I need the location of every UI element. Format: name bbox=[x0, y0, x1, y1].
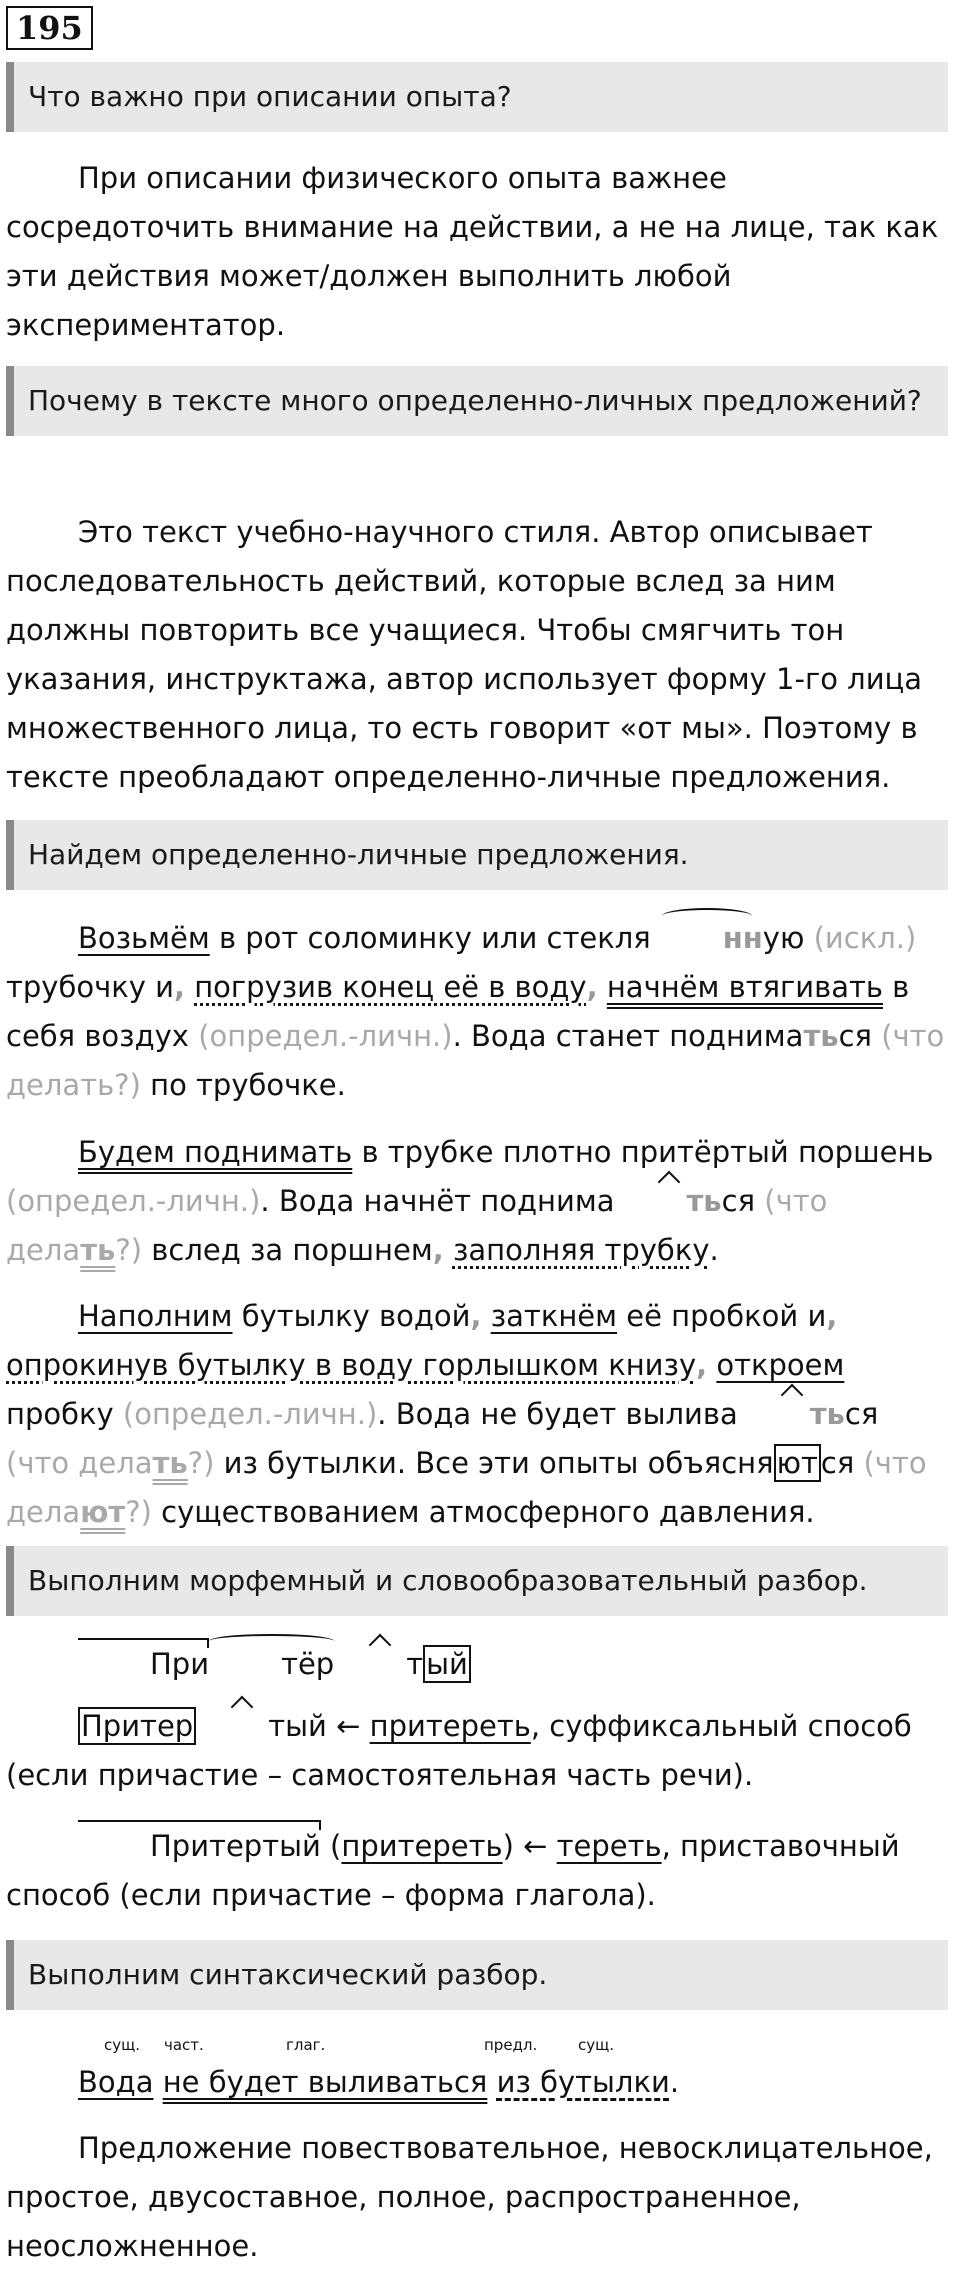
pos-tag: глаг. bbox=[286, 2036, 326, 2054]
text: трубочку и bbox=[6, 970, 174, 1004]
text: ) ← bbox=[502, 1829, 557, 1863]
note-text: ?) bbox=[125, 1495, 152, 1529]
soft-sign-mark: ть bbox=[738, 1390, 845, 1439]
text: в трубке плотно притёртый поршень bbox=[352, 1135, 934, 1169]
note bbox=[6, 1446, 214, 1480]
suffix-mark: т bbox=[196, 1702, 285, 1751]
ending: ый bbox=[285, 1709, 327, 1743]
predicate: Будем поднимать bbox=[78, 1135, 353, 1169]
root-mark: тёр bbox=[209, 1640, 334, 1689]
text: ( bbox=[320, 1829, 342, 1863]
text: . bbox=[709, 1233, 719, 1267]
ending-mark: ть bbox=[80, 1233, 116, 1267]
word: Притертый bbox=[78, 1822, 321, 1871]
text: в рот соломинку или стекля bbox=[209, 921, 651, 955]
adverbial-phrase: погрузив конец её в воду bbox=[194, 970, 587, 1004]
comma-mark: , bbox=[470, 1299, 482, 1333]
note: (искл.) bbox=[813, 921, 917, 955]
base-word: притереть bbox=[341, 1829, 503, 1863]
comma-mark: , bbox=[826, 1299, 838, 1333]
predicate: не будет выливаться bbox=[162, 2065, 488, 2099]
predicate: заткнём bbox=[490, 1299, 618, 1333]
stem-box: Притер bbox=[78, 1707, 196, 1745]
word-formation-2 bbox=[6, 1822, 950, 1920]
ending-mark: ют bbox=[80, 1495, 126, 1529]
question-4: Выполним морфемный и словообразовательный разбор. bbox=[6, 1546, 948, 1616]
comma-mark: , bbox=[586, 970, 598, 1004]
base-word: притереть bbox=[369, 1709, 531, 1743]
answer-2: Это текст учебно-научного стиля. Автор описывает последовательность действий, которые вслед за ним должны повторить все учащиеся. Чтобы смягчить тон указания, инструктажа, автор использует форму 1-го лица множественного лица, то есть говорит «от мы». Поэтому в тексте преобладают определенно-личные предложения. bbox=[6, 515, 923, 794]
adverbial-phrase: заполняя трубку bbox=[452, 1233, 710, 1267]
predicate: откроем bbox=[716, 1348, 845, 1382]
adverbial-phrase: опрокинув бутылку в воду горлышком книзу bbox=[6, 1348, 697, 1382]
note: (определ.-личн.) bbox=[198, 1019, 453, 1053]
soft-sign-mark: ть bbox=[615, 1177, 722, 1226]
comma-mark: , bbox=[696, 1348, 708, 1382]
sentence-3 bbox=[6, 1292, 950, 1537]
sentence-1 bbox=[6, 914, 950, 1110]
question-1: Что важно при описании опыта? bbox=[6, 62, 948, 132]
comma-mark: , bbox=[432, 1233, 444, 1267]
double-n-mark: нн bbox=[651, 914, 763, 963]
soft-sign-mark: ть bbox=[803, 1019, 839, 1053]
base-word: тереть bbox=[556, 1829, 662, 1863]
note-text: (что дела bbox=[6, 1446, 927, 1529]
text: ся bbox=[838, 1019, 882, 1053]
text: ся bbox=[820, 1446, 864, 1480]
text: существованием атмосферного давления. bbox=[151, 1495, 815, 1529]
pos-tag: сущ. bbox=[578, 2036, 615, 2054]
word-formation-1 bbox=[6, 1702, 950, 1800]
question-2: Почему в тексте много определенно-личных предложений? bbox=[6, 366, 948, 436]
note: (определ.-личн.) bbox=[122, 1397, 378, 1431]
morpheme-analysis bbox=[6, 1640, 950, 1689]
text: ся bbox=[721, 1184, 765, 1218]
text: из бутылки. Все эти опыты объясня bbox=[214, 1446, 774, 1480]
text: пробку bbox=[6, 1397, 123, 1431]
sentence-2 bbox=[6, 1128, 950, 1275]
ending-box: ый bbox=[423, 1645, 471, 1683]
text: бутылку водой bbox=[232, 1299, 471, 1333]
ending-box: ют bbox=[774, 1444, 821, 1482]
prefix-mark: При bbox=[78, 1640, 209, 1689]
predicate: Наполним bbox=[78, 1299, 233, 1333]
text: ую bbox=[762, 921, 814, 955]
text: вслед за поршнем bbox=[142, 1233, 433, 1267]
pos-tag: сущ. bbox=[104, 2036, 141, 2054]
note-text: (что дела bbox=[6, 1184, 828, 1267]
exercise-number: 195 bbox=[6, 6, 93, 50]
text: . Вода станет поднима bbox=[452, 1019, 804, 1053]
text: в себя воздух bbox=[6, 970, 910, 1053]
predicate: Возьмём bbox=[78, 921, 210, 955]
ending-mark: ть bbox=[152, 1446, 188, 1480]
suffix-mark: т bbox=[334, 1640, 423, 1689]
note-text: ?) bbox=[187, 1446, 215, 1480]
pos-tag: част. bbox=[164, 2036, 204, 2054]
adverbial: из бутылки bbox=[496, 2065, 670, 2099]
text: её пробкой и bbox=[617, 1299, 827, 1333]
answer-1: При описании физического опыта важнее сосредоточить внимание на действии, а не на лице, так как эти действия может/должен выполнить любой экспериментатор. bbox=[6, 161, 939, 342]
predicate: начнём втягивать bbox=[606, 970, 883, 1004]
text: , суффиксальный способ (если причастие – самостоятельная часть речи). bbox=[6, 1709, 912, 1792]
text: , приставочный способ (если причастие – форма глагола). bbox=[6, 1829, 900, 1912]
subject: Вода bbox=[78, 2065, 154, 2099]
text: . Вода начнёт поднима bbox=[260, 1184, 615, 1218]
text: . bbox=[669, 2065, 680, 2099]
pos-tag: предл. bbox=[484, 2036, 538, 2054]
text: ся bbox=[844, 1397, 879, 1431]
syntax-conclusion: Предложение повествовательное, невосклицательное, простое, двусоставное, полное, распространенное, неосложненное. bbox=[6, 2131, 933, 2263]
note: (что делать?) bbox=[6, 1019, 945, 1102]
question-5: Выполним синтаксический разбор. bbox=[6, 1940, 948, 2010]
arrow: ← bbox=[326, 1709, 370, 1743]
note-text: (что дела bbox=[6, 1446, 153, 1480]
text: . Вода не будет вылива bbox=[377, 1397, 738, 1431]
syntax-sentence bbox=[6, 2058, 950, 2107]
comma-mark: , bbox=[173, 970, 185, 1004]
note: (определ.-личн.) bbox=[6, 1184, 261, 1218]
text: по трубочке. bbox=[140, 1068, 346, 1102]
note-text: ?) bbox=[115, 1233, 143, 1267]
question-3: Найдем определенно-личные предложения. bbox=[6, 820, 948, 890]
